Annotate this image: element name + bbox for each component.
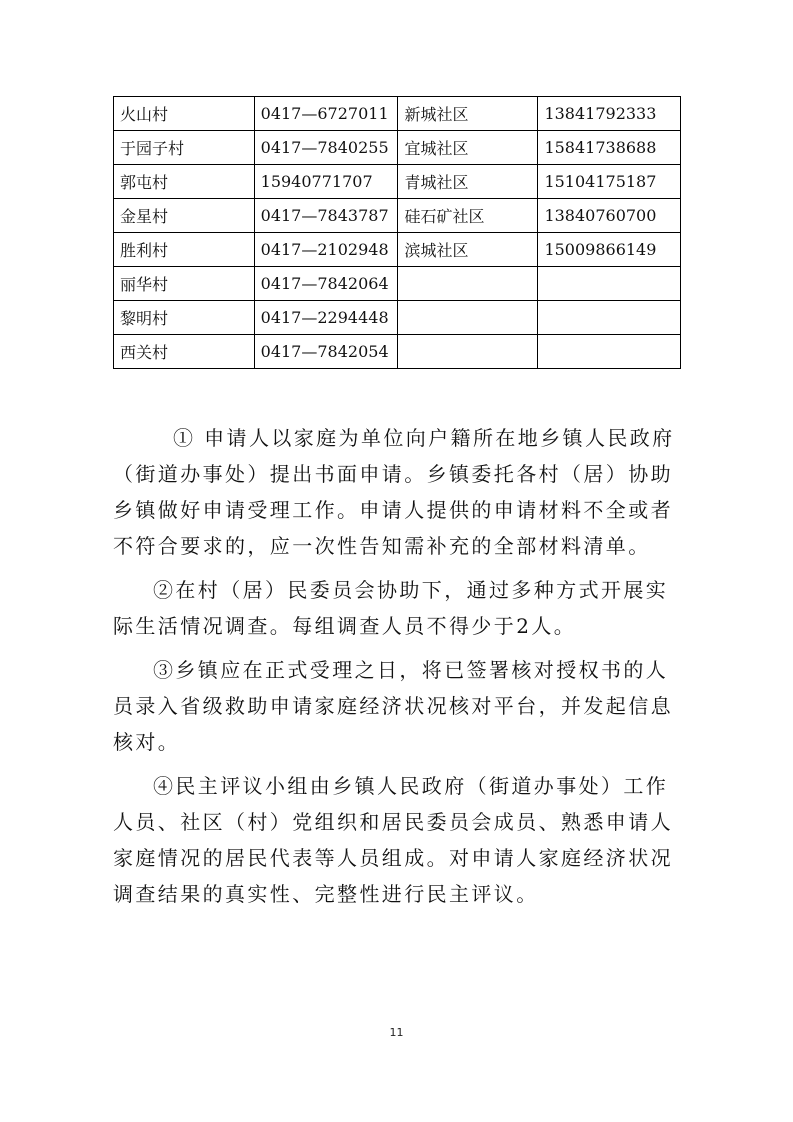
contact-table [113, 96, 681, 369]
table-cell-phone: 0417—7842064 [254, 267, 398, 301]
table-cell-phone: 13840760700 [538, 199, 681, 233]
table-cell-phone: 15104175187 [538, 165, 681, 199]
paragraph-step-4: ④民主评议小组由乡镇人民政府（街道办事处）工作人员、社区（村）党组织和居民委员会成员、熟悉申请人家庭情况的居民代表等人员组成。对申请人家庭经济状况调查结果的真实性、完整性进行民主评议。 [113, 774, 673, 906]
table-cell-phone: 13841792333 [538, 97, 681, 131]
table-cell-village: 郭屯村 [114, 165, 255, 199]
table-cell-community: 宜城社区 [398, 131, 538, 165]
table-cell-phone: 0417—7840255 [254, 131, 398, 165]
table-row [114, 131, 681, 165]
table-cell-phone: 15009866149 [538, 233, 681, 267]
table-cell-village: 丽华村 [114, 267, 255, 301]
table-cell-phone: 0417—7842054 [254, 335, 398, 369]
table-cell-phone: 0417—7843787 [254, 199, 398, 233]
table-cell-village: 西关村 [114, 335, 255, 369]
table-cell-phone: 0417—2102948 [254, 233, 398, 267]
table-row [114, 233, 681, 267]
page-number: 11 [389, 1026, 404, 1039]
table-cell-empty [538, 335, 681, 369]
table-cell-empty [538, 267, 681, 301]
table-cell-village: 黎明村 [114, 301, 255, 335]
table-cell-empty [398, 301, 538, 335]
table-cell-community: 滨城社区 [398, 233, 538, 267]
table-cell-phone: 15940771707 [254, 165, 398, 199]
table-cell-empty [398, 335, 538, 369]
table-cell-community: 新城社区 [398, 97, 538, 131]
table-cell-phone: 15841738688 [538, 131, 681, 165]
table-row [114, 335, 681, 369]
table-cell-community: 硅石矿社区 [398, 199, 538, 233]
table-cell-village: 火山村 [114, 97, 255, 131]
table-cell-empty [398, 267, 538, 301]
table-row [114, 199, 681, 233]
table-cell-village: 金星村 [114, 199, 255, 233]
table-cell-empty [538, 301, 681, 335]
table-cell-village: 于园子村 [114, 131, 255, 165]
table-row [114, 97, 681, 131]
table-cell-phone: 0417—6727011 [254, 97, 398, 131]
table-row [114, 165, 681, 199]
table-row [114, 301, 681, 335]
paragraph-step-2: ②在村（居）民委员会协助下，通过多种方式开展实际生活情况调查。每组调查人员不得少于2人。 [113, 578, 669, 638]
table-row [114, 267, 681, 301]
body-text [113, 420, 683, 920]
table-cell-village: 胜利村 [114, 233, 255, 267]
paragraph-step-1: ① 申请人以家庭为单位向户籍所在地乡镇人民政府（街道办事处）提出书面申请。乡镇委托各村（居）协助乡镇做好申请受理工作。申请人提供的申请材料不全或者不符合要求的，应一次性告知需补充的全部材料清单。 [113, 426, 675, 558]
table-cell-community: 青城社区 [398, 165, 538, 199]
paragraph-step-3: ③乡镇应在正式受理之日，将已签署核对授权书的人员录入省级救助申请家庭经济状况核对平台，并发起信息核对。 [113, 658, 673, 754]
table-cell-phone: 0417—2294448 [254, 301, 398, 335]
